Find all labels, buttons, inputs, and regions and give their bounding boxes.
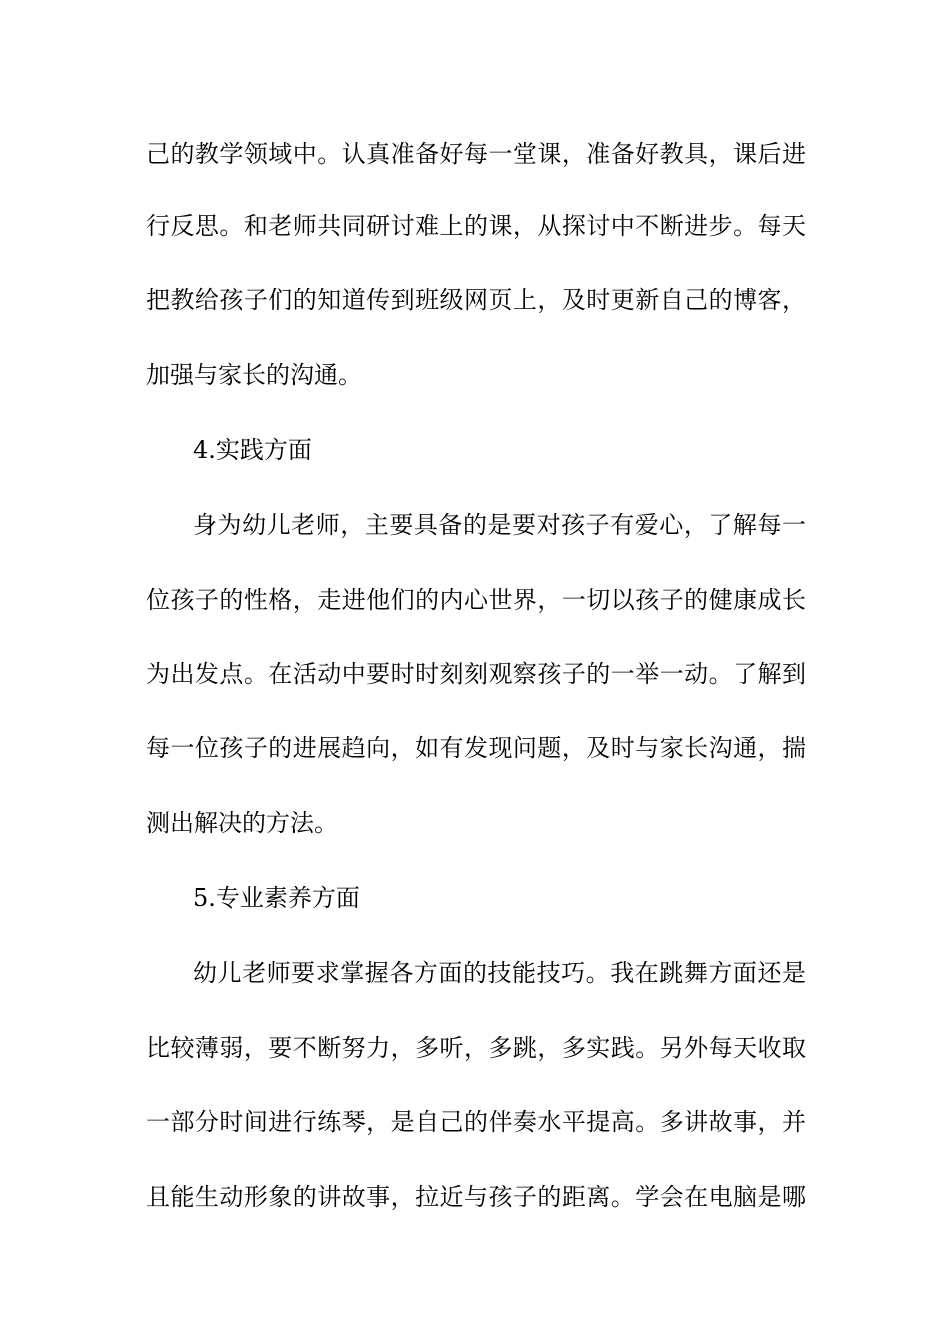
section-heading-practice: 4.实践方面 [193, 436, 312, 464]
paragraph-3-line-4: 且能生动形象的讲故事，拉近与孩子的距离。学会在电脑是哪 [146, 1183, 806, 1211]
paragraph-1-line-1: 己的教学领域中。认真准备好每一堂课，准备好教具，课后进 [146, 140, 806, 168]
paragraph-3-line-2: 比较薄弱，要不断努力，多听，多跳，多实践。另外每天收取 [146, 1034, 806, 1062]
paragraph-1-line-4: 加强与家长的沟通。 [146, 361, 362, 389]
paragraph-2-line-4: 每一位孩子的进展趋向，如有发现问题，及时与家长沟通，揣 [146, 734, 806, 762]
paragraph-2-line-3: 为出发点。在活动中要时时刻刻观察孩子的一举一动。了解到 [146, 660, 806, 688]
paragraph-2-line-5: 测出解决的方法。 [146, 809, 338, 837]
section-heading-professional: 5.专业素养方面 [193, 884, 360, 912]
paragraph-3-line-1: 幼儿老师要求掌握各方面的技能技巧。我在跳舞方面还是 [193, 959, 806, 987]
paragraph-2-line-2: 位孩子的性格，走进他们的内心世界，一切以孩子的健康成长 [146, 586, 806, 614]
paragraph-1-line-2: 行反思。和老师共同研讨难上的课，从探讨中不断进步。每天 [146, 212, 806, 240]
paragraph-3-line-3: 一部分时间进行练琴，是自己的伴奏水平提高。多讲故事，并 [146, 1108, 806, 1136]
paragraph-2-line-1: 身为幼儿老师，主要具备的是要对孩子有爱心，了解每一 [193, 511, 806, 539]
paragraph-1-line-3: 把教给孩子们的知道传到班级网页上，及时更新自己的博客， [146, 286, 806, 314]
